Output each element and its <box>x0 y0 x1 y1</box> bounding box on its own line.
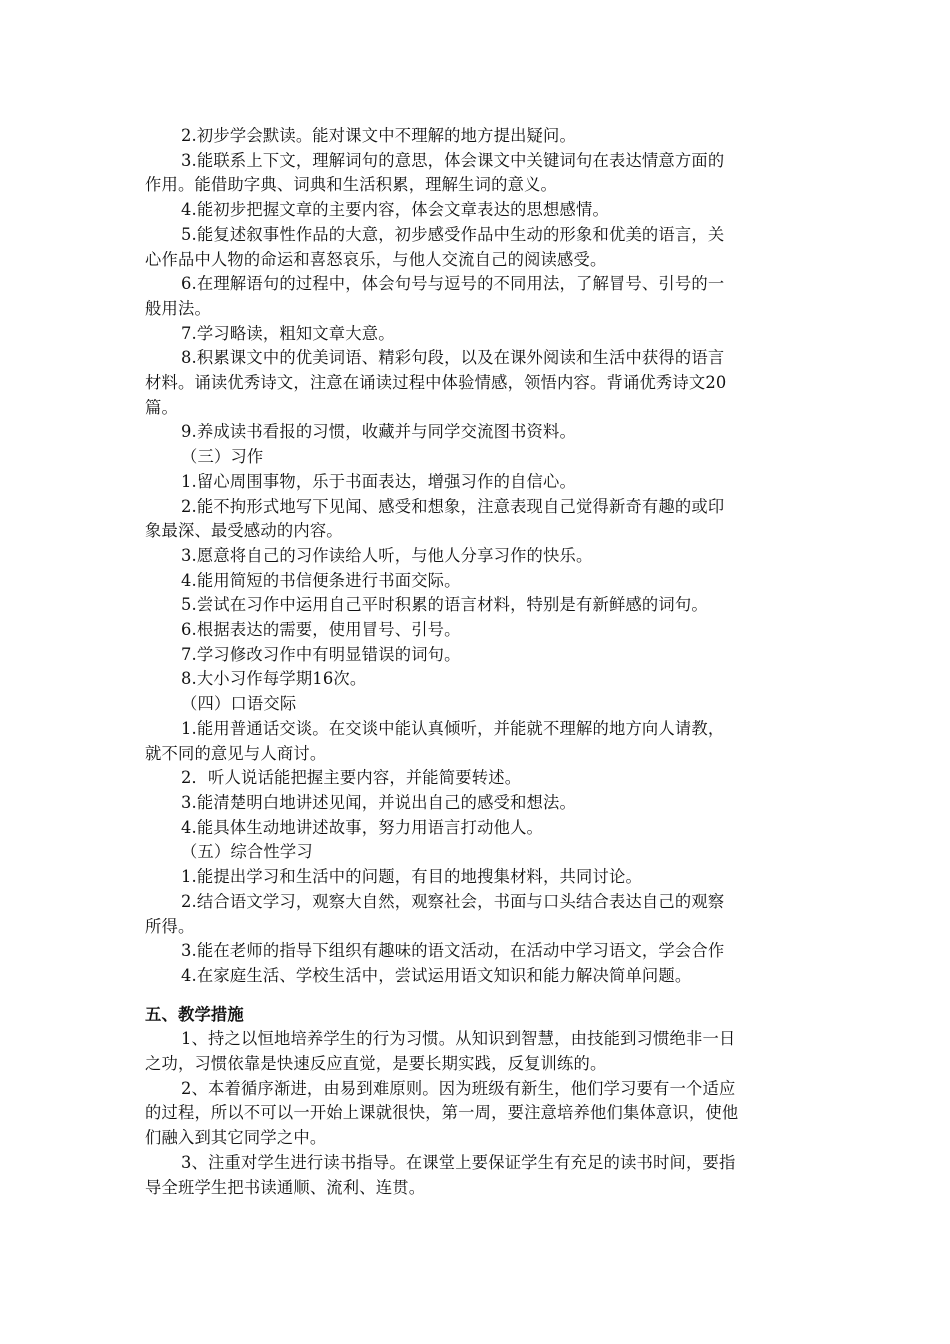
paragraph-line: 2.初步学会默读。能对课文中不理解的地方提出疑问。 <box>181 126 577 145</box>
paragraph-line: 4.能初步把握文章的主要内容，体会文章表达的思想感情。 <box>181 200 609 220</box>
reading-item-5 <box>145 223 813 272</box>
paragraph-line: 6.在理解语句的过程中，体会句号与逗号的不同用法，了解冒号、引号的一 <box>181 274 725 294</box>
paragraph-line: 8.积累课文中的优美词语、精彩句段，以及在课外阅读和生活中获得的语言 <box>181 348 725 368</box>
paragraph-line: 4.能具体生动地讲述故事，努力用语言打动他人。 <box>181 817 544 837</box>
paragraph-line: 导全班学生把书读通顺、流利、连贯。 <box>145 1177 426 1197</box>
paragraph-line: 1.留心周围事物，乐于书面表达，增强习作的自信心。 <box>181 471 577 491</box>
paragraph-line: 3.愿意将自己的习作读给人听，与他人分享习作的快乐。 <box>181 545 593 565</box>
comprehensive-item-3 <box>145 939 813 964</box>
comprehensive-item-1 <box>145 865 813 890</box>
paragraph-line: 5.尝试在习作中运用自己平时积累的语言材料，特别是有新鲜感的词句。 <box>181 595 708 615</box>
paragraph-line: 9.养成读书看报的习惯，收藏并与同学交流图书资料。 <box>181 422 577 442</box>
paragraph-line: 材料。诵读优秀诗文，注意在诵读过程中体验情感，领悟内容。背诵优秀诗文20 <box>145 373 727 393</box>
oral-heading: （四）口语交际 <box>181 694 297 714</box>
reading-item-6 <box>145 272 813 321</box>
paragraph-line: 作用。能借助字典、词典和生活积累，理解生词的意义。 <box>145 175 558 195</box>
writing-item-8 <box>145 667 813 692</box>
paragraph-line: 4.能用简短的书信便条进行书面交际。 <box>181 570 461 590</box>
reading-item-4 <box>145 198 813 223</box>
measures-item-2 <box>145 1077 813 1151</box>
writing-item-1 <box>145 470 813 495</box>
paragraph-line: 之功，习惯依靠是快速反应直觉，是要长期实践，反复训练的。 <box>145 1054 607 1074</box>
writing-item-7 <box>145 643 813 668</box>
paragraph-line: 1、持之以恒地培养学生的行为习惯。从知识到智慧，由技能到习惯绝非一日 <box>181 1029 736 1049</box>
measures-item-1 <box>145 1027 813 1076</box>
writing-item-3 <box>145 544 813 569</box>
oral-item-2 <box>145 766 813 791</box>
reading-item-7 <box>145 322 813 347</box>
paragraph-line: 2．听人说话能把握主要内容，并能简要转述。 <box>181 768 522 788</box>
paragraph-line: 6.根据表达的需要，使用冒号、引号。 <box>181 620 461 640</box>
paragraph-line: 4.在家庭生活、学校生活中，尝试运用语文知识和能力解决简单问题。 <box>181 965 692 985</box>
paragraph-line: 2、本着循序渐进，由易到难原则。因为班级有新生，他们学习要有一个适应 <box>181 1078 736 1098</box>
document-body <box>145 124 813 1200</box>
paragraph-line: 7.学习略读，粗知文章大意。 <box>181 323 395 343</box>
paragraph-line: 般用法。 <box>145 298 211 318</box>
paragraph-line: 3、注重对学生进行读书指导。在课堂上要保证学生有充足的读书时间，要指 <box>181 1152 736 1172</box>
paragraph-line: 篇。 <box>145 397 178 417</box>
paragraph-line: 1.能提出学习和生活中的问题，有目的地搜集材料，共同讨论。 <box>181 867 642 887</box>
paragraph-line: 3.能清楚明白地讲述见闻，并说出自己的感受和想法。 <box>181 792 577 812</box>
paragraph-line: 7.学习修改习作中有明显错误的词句。 <box>181 644 461 664</box>
reading-item-8 <box>145 346 813 420</box>
paragraph-line: 2.结合语文学习，观察大自然，观察社会，书面与口头结合表达自己的观察 <box>181 891 725 911</box>
paragraph-line: 心作品中人物的命运和喜怒哀乐，与他人交流自己的阅读感受。 <box>145 249 607 269</box>
reading-item-2 <box>145 124 813 149</box>
paragraph-line: 3.能联系上下文，理解词句的意思，体会课文中关键词句在表达情意方面的 <box>181 150 725 170</box>
measures-heading: 五、教学措施 <box>145 1004 244 1024</box>
paragraph-line: 8.大小习作每学期16次。 <box>181 669 367 689</box>
paragraph-line: 就不同的意见与人商讨。 <box>145 743 327 763</box>
oral-item-1 <box>145 717 813 766</box>
reading-item-3 <box>145 149 813 198</box>
comprehensive-item-4 <box>145 964 813 989</box>
writing-item-6 <box>145 618 813 643</box>
measures-item-3 <box>145 1151 813 1200</box>
paragraph-line: 们融入到其它同学之中。 <box>145 1128 327 1148</box>
writing-item-2 <box>145 495 813 544</box>
paragraph-line: 5.能复述叙事性作品的大意，初步感受作品中生动的形象和优美的语言，关 <box>181 224 725 244</box>
paragraph-line: 2.能不拘形式地写下见闻、感受和想象，注意表现自己觉得新奇有趣的或印 <box>181 496 725 516</box>
paragraph-line: 3.能在老师的指导下组织有趣味的语文活动，在活动中学习语文，学会合作 <box>181 941 725 961</box>
paragraph-line: 的过程，所以不可以一开始上课就很快，第一周，要注意培养他们集体意识，使他 <box>145 1103 739 1123</box>
oral-item-3 <box>145 791 813 816</box>
writing-item-5 <box>145 593 813 618</box>
writing-heading: （三）习作 <box>181 447 264 467</box>
paragraph-line: 象最深、最受感动的内容。 <box>145 521 343 541</box>
writing-item-4 <box>145 569 813 594</box>
paragraph-line: 所得。 <box>145 916 195 936</box>
oral-item-4 <box>145 816 813 841</box>
comprehensive-heading: （五）综合性学习 <box>181 842 313 862</box>
comprehensive-item-2 <box>145 890 813 939</box>
reading-item-9 <box>145 420 813 445</box>
paragraph-line: 1.能用普通话交谈。在交谈中能认真倾听，并能就不理解的地方向人请教， <box>181 718 725 738</box>
